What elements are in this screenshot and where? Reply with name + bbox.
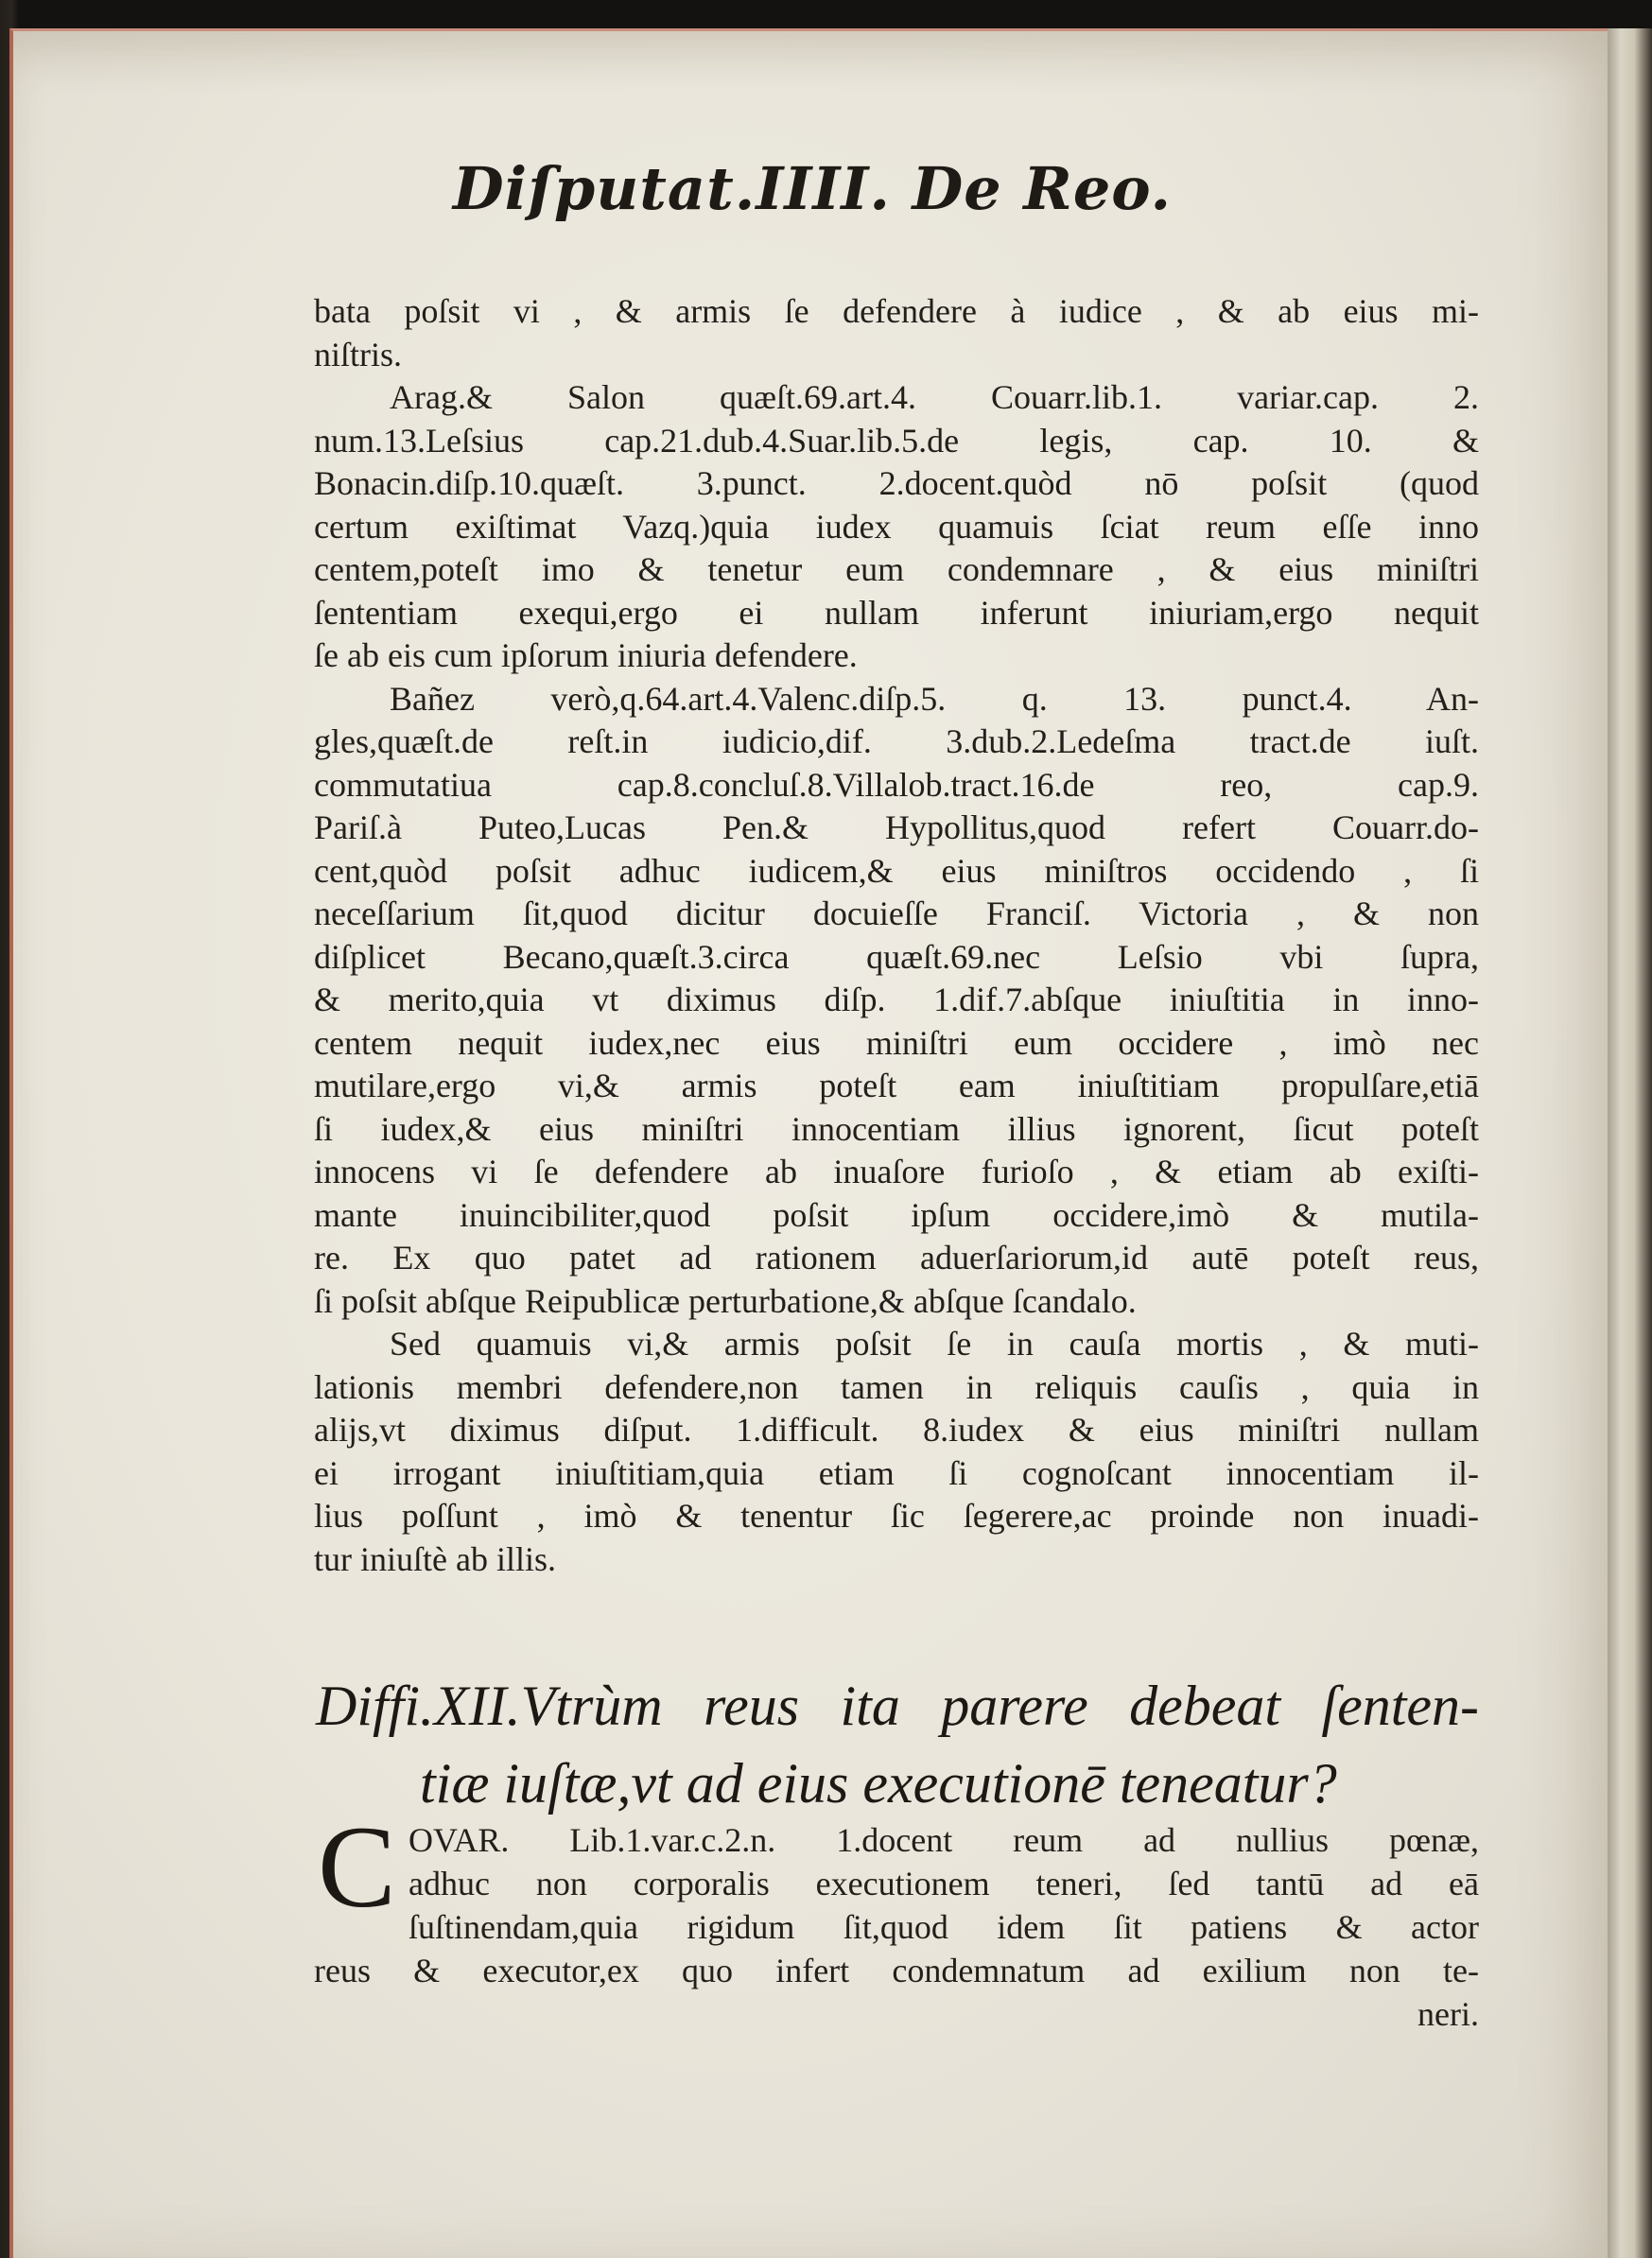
text-line: mutilare,ergo vi,& armis poteſt eam iniuſtitiam propulſare,etiā: [314, 1067, 1479, 1104]
next-page-edge: [1608, 28, 1652, 2258]
text-line: ſententiam exequi,ergo ei nullam inferunt iniuriam,ergo nequit: [314, 593, 1479, 632]
text-line: ſi iudex,& eius miniſtri innocentiam illius ignorent, ſicut poteſt: [314, 1109, 1479, 1148]
text-line: Sed quamuis vi,& armis poſsit ſe in cauſa mortis , & muti-: [390, 1325, 1479, 1363]
text-line: num.13.Leſsius cap.21.dub.4.Suar.lib.5.de legis, cap. 10. &: [314, 421, 1479, 460]
text-line: lius poſſunt , imò & tenentur ſic ſegerere,ac proinde non inuadi-: [314, 1497, 1479, 1535]
text-line: diſplicet Becano,quæſt.3.circa quæſt.69.nec Leſsio vbi ſupra,: [314, 937, 1479, 976]
text-line: niſtris.: [314, 335, 403, 373]
text-line: mante inuincibiliter,quod poſsit ipſum occidere,imò & mutila-: [314, 1195, 1479, 1234]
section-heading: [316, 1667, 1479, 1822]
text-line: bata poſsit vi , & armis ſe defendere à iudice , & ab eius mi-: [314, 292, 1479, 330]
section-text-block: [314, 1818, 1479, 2036]
text-line: centem,poteſt imo & tenetur eum condemnare , & eius miniſtri: [314, 550, 1479, 588]
text-line: Bañez verò,q.64.art.4.Valenc.diſp.5. q. 13. punct.4. An-: [390, 679, 1479, 718]
text-line: & merito,quia vt diximus diſp. 1.dif.7.abſque iniuſtitia in inno-: [314, 981, 1479, 1018]
text-line: tur iniuſtè ab illis.: [314, 1539, 556, 1578]
text-line: adhuc non corporalis executionem teneri, ſed tantū ad eā: [409, 1865, 1479, 1902]
text-line: ſuſtinendam,quia rigidum ſit,quod idem ſit patiens & actor: [409, 1908, 1479, 1946]
running-head: Diſputat.IIII. De Reo.: [452, 154, 1173, 223]
text-line: lationis membri defendere,non tamen in reliquis cauſis , quia in: [314, 1367, 1479, 1406]
text-line: ei irrogant iniuſtitiam,quia etiam ſi cognoſcant innocentiam il-: [314, 1453, 1479, 1492]
text-line: cent,quòd poſsit adhuc iudicem,& eius miniſtros occidendo , ſi: [314, 851, 1479, 890]
text-line: re. Ex quo patet ad rationem aduerſariorum,id autē poteſt reus,: [314, 1239, 1479, 1277]
text-line: Bonacin.diſp.10.quæſt. 3.punct. 2.docent.quòd nō poſsit (quod: [314, 464, 1479, 502]
text-line: neceſſarium ſit,quod dicitur docuieſſe Franciſ. Victoria , & non: [314, 895, 1479, 932]
heading-line: tiæ iuſtæ,vt ad eius executionē teneatur?: [420, 1752, 1337, 1815]
text-line: reus & executor,ex quo infert condemnatum ad exilium non te-: [314, 1952, 1479, 1989]
text-line: certum exiſtimat Vazq.)quia iudex quamuis ſciat reum eſſe inno: [314, 507, 1479, 546]
text-line: Arag.& Salon quæſt.69.art.4. Couarr.lib.1. variar.cap. 2.: [390, 378, 1479, 416]
text-line: OVAR. Lib.1.var.c.2.n. 1.docent reum ad nullius pœnæ,: [409, 1821, 1479, 1859]
text-line: Pariſ.à Puteo,Lucas Pen.& Hypollitus,quod refert Couarr.do-: [314, 808, 1479, 846]
text-line: gles,quæſt.de reſt.in iudicio,dif. 3.dub.2.Ledeſma tract.de iuſt.: [314, 722, 1479, 760]
main-text-block: [314, 290, 1479, 1581]
text-line: centem nequit iudex,nec eius miniſtri eum occidere , imò nec: [314, 1023, 1479, 1062]
drop-cap: C: [318, 1802, 396, 1932]
book-page: [9, 28, 1611, 2258]
text-line: alijs,vt diximus diſput. 1.difficult. 8.iudex & eius miniſtri nullam: [314, 1411, 1479, 1449]
text-line: innocens vi ſe defendere ab inuaſore furioſo , & etiam ab exiſti-: [314, 1153, 1479, 1190]
text-line: neri.: [1417, 1995, 1479, 2033]
heading-line: Diffi.XII.Vtrùm reus ita parere debeat ſenten-: [316, 1675, 1479, 1737]
text-line: ſe ab eis cum ipſorum iniuria defendere.: [314, 636, 858, 674]
text-line: ſi poſsit abſque Reipublicæ perturbatione,& abſque ſcandalo.: [314, 1281, 1137, 1320]
text-line: commutatiua cap.8.concluſ.8.Villalob.tract.16.de reo, cap.9.: [314, 765, 1479, 804]
